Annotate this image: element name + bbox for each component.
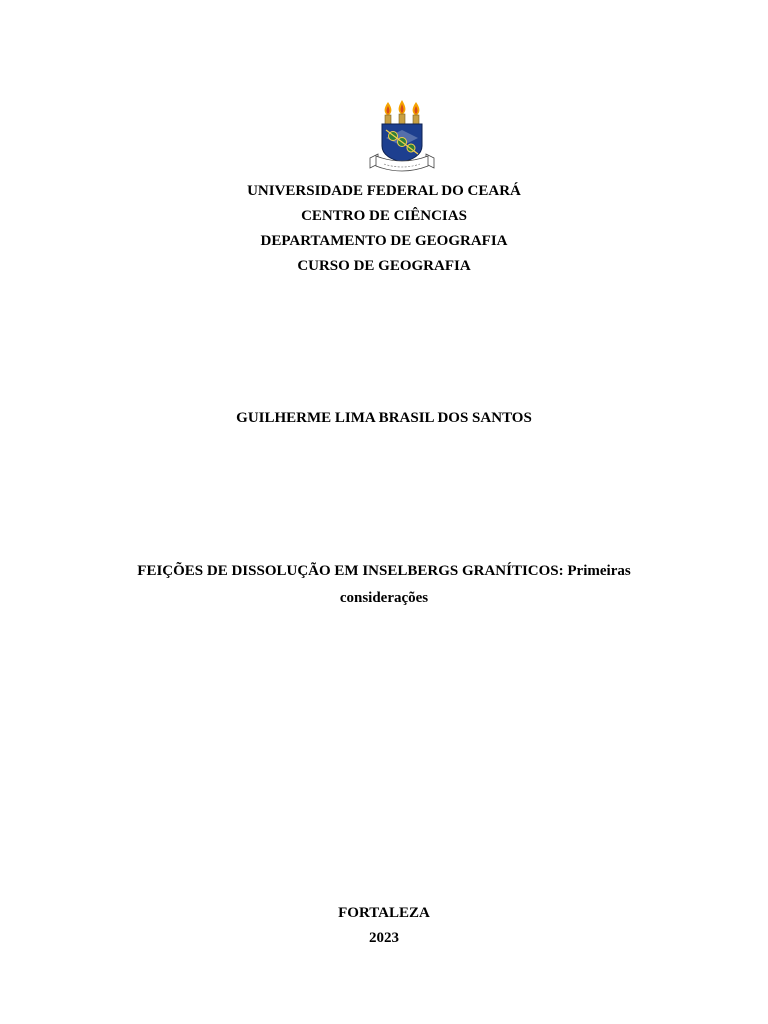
department-name: DEPARTAMENTO DE GEOGRAFIA bbox=[260, 233, 508, 249]
title-subtitle: Primeiras considerações bbox=[339, 563, 631, 606]
university-logo bbox=[366, 100, 438, 176]
city: FORTALEZA bbox=[338, 905, 430, 921]
ufc-coat-of-arms-icon bbox=[366, 100, 438, 176]
year: 2023 bbox=[369, 930, 399, 946]
university-name: UNIVERSIDADE FEDERAL DO CEARÁ bbox=[247, 183, 521, 199]
course-name: CURSO DE GEOGRAFIA bbox=[297, 258, 471, 274]
document-title bbox=[100, 558, 668, 612]
author-name: GUILHERME LIMA BRASIL DOS SANTOS bbox=[236, 410, 532, 426]
center-name: CENTRO DE CIÊNCIAS bbox=[301, 208, 467, 224]
title-main: FEIÇÕES DE DISSOLUÇÃO EM INSELBERGS GRANÍTICOS: bbox=[137, 563, 564, 579]
